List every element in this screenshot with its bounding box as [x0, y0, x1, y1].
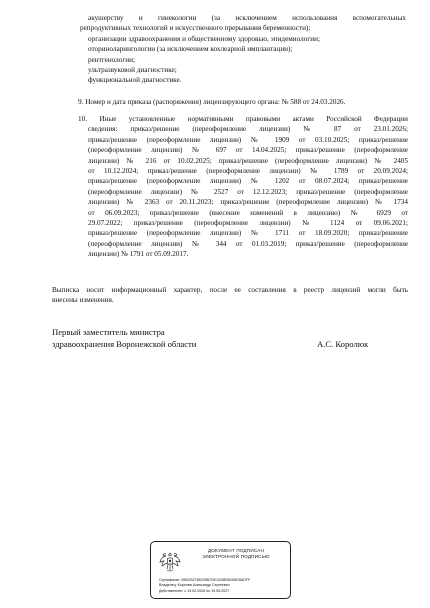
coat-of-arms-icon	[157, 549, 183, 575]
list-line: функциональной диагностике.	[88, 76, 182, 85]
list-line: оториноларингологии (за исключением кохлеарной имплантации);	[88, 45, 293, 54]
other-info-line: (переоформление лицензии) № 697 от 14.04.2025; приказ/решение (переоформление	[88, 146, 408, 155]
stamp-details	[159, 578, 287, 594]
other-info-line: приказ/решение (переоформление лицензии) № 1202 от 08.07.2024; приказ/решение	[88, 177, 408, 186]
list-line: рентгенологии;	[88, 55, 135, 64]
list-line: организации здравоохранения и общественному здоровью, эпидемиологии;	[88, 34, 320, 43]
signature-block	[52, 327, 412, 350]
certificate-number: Сертификат: 05ВСВ2766235В7DЕ1028Е0В49878АDFF	[159, 578, 251, 582]
certificate-validity: Действителен: с 19.02.2026 по 15.05.2027	[159, 588, 230, 593]
other-info-line: 10. Иные установленные нормативными правовыми актами Российской Федерации	[78, 115, 408, 123]
other-info-line: 29.07.2022; приказ/решение (переоформление лицензии) № 1124 от 09.06.2021;	[88, 219, 408, 228]
list-line: репродуктивных технологий и искусственного прерывания беременности);	[80, 24, 311, 33]
other-info-line: лицензии) № 2363 от 20.11.2023; приказ/решение (переоформление лицензии) № 1734	[88, 198, 408, 207]
list-line: акушерству и гинекологии (за исключением использования вспомогательных	[88, 14, 406, 22]
other-info-line: сведения: приказ/решение (переоформление лицензии) № 87 от 23.01.2026;	[88, 125, 408, 134]
other-info-line: от 10.12.2024; приказ/решение (переоформление лицензии) № 1789 от 20.09.2024;	[88, 167, 408, 176]
other-info-line: от 06.09.2023; приказ/решение (внесение изменений в лицензию) № 6929 от	[88, 208, 408, 217]
signer-name: А.С. Королюк	[317, 338, 369, 349]
list-line: ультразвуковой диагностике;	[88, 66, 177, 75]
disclaimer-line: внесены изменения.	[52, 296, 114, 305]
order-number-item	[78, 97, 408, 107]
other-info-line: лицензии) № 1791 от 05.09.2017.	[88, 250, 189, 259]
disclaimer-line: Выписка носит информационный характер, после ее составления в реестр лицензий могли быть	[52, 286, 408, 294]
certificate-owner: Владелец: Королюк Александр Сергеевич	[159, 583, 230, 588]
stamp-heading	[191, 548, 281, 560]
other-info-line: (переоформление лицензии) № 2527 от 12.12.2023; приказ/решение (переоформление	[88, 187, 408, 196]
activity-list-continuation	[80, 13, 406, 86]
signer-position-line1: Первый заместитель министра	[52, 327, 165, 337]
other-info-line: (переоформление лицензии) № 344 от 01.03.2019; приказ/решение (переоформление	[88, 239, 408, 248]
other-info-line: лицензии) № 216 от 10.02.2025; приказ/решение (переоформление лицензии) № 2405	[88, 156, 408, 165]
stamp-heading-line1: ДОКУМЕНТ ПОДПИСАН	[207, 548, 265, 553]
electronic-signature-stamp	[150, 541, 291, 599]
other-info-line: приказ/решение (переоформление лицензии) № 1909 от 03.10.2025; приказ/решение	[88, 135, 408, 144]
other-info-item	[78, 114, 408, 260]
disclaimer-note	[52, 285, 408, 306]
stamp-heading-line2: ЭЛЕКТРОННОЙ ПОДПИСЬЮ	[202, 554, 270, 559]
order-number-text: 9. Номер и дата приказа (распоряжения) лицензирующего органа: № 588 от 24.03.2026.	[78, 98, 346, 106]
other-info-line: приказ/решение (переоформление лицензии) № 1711 от 18.09.2020; приказ/решение	[88, 229, 408, 238]
signer-position-line2: здравоохранения Воронежской области	[52, 338, 197, 349]
